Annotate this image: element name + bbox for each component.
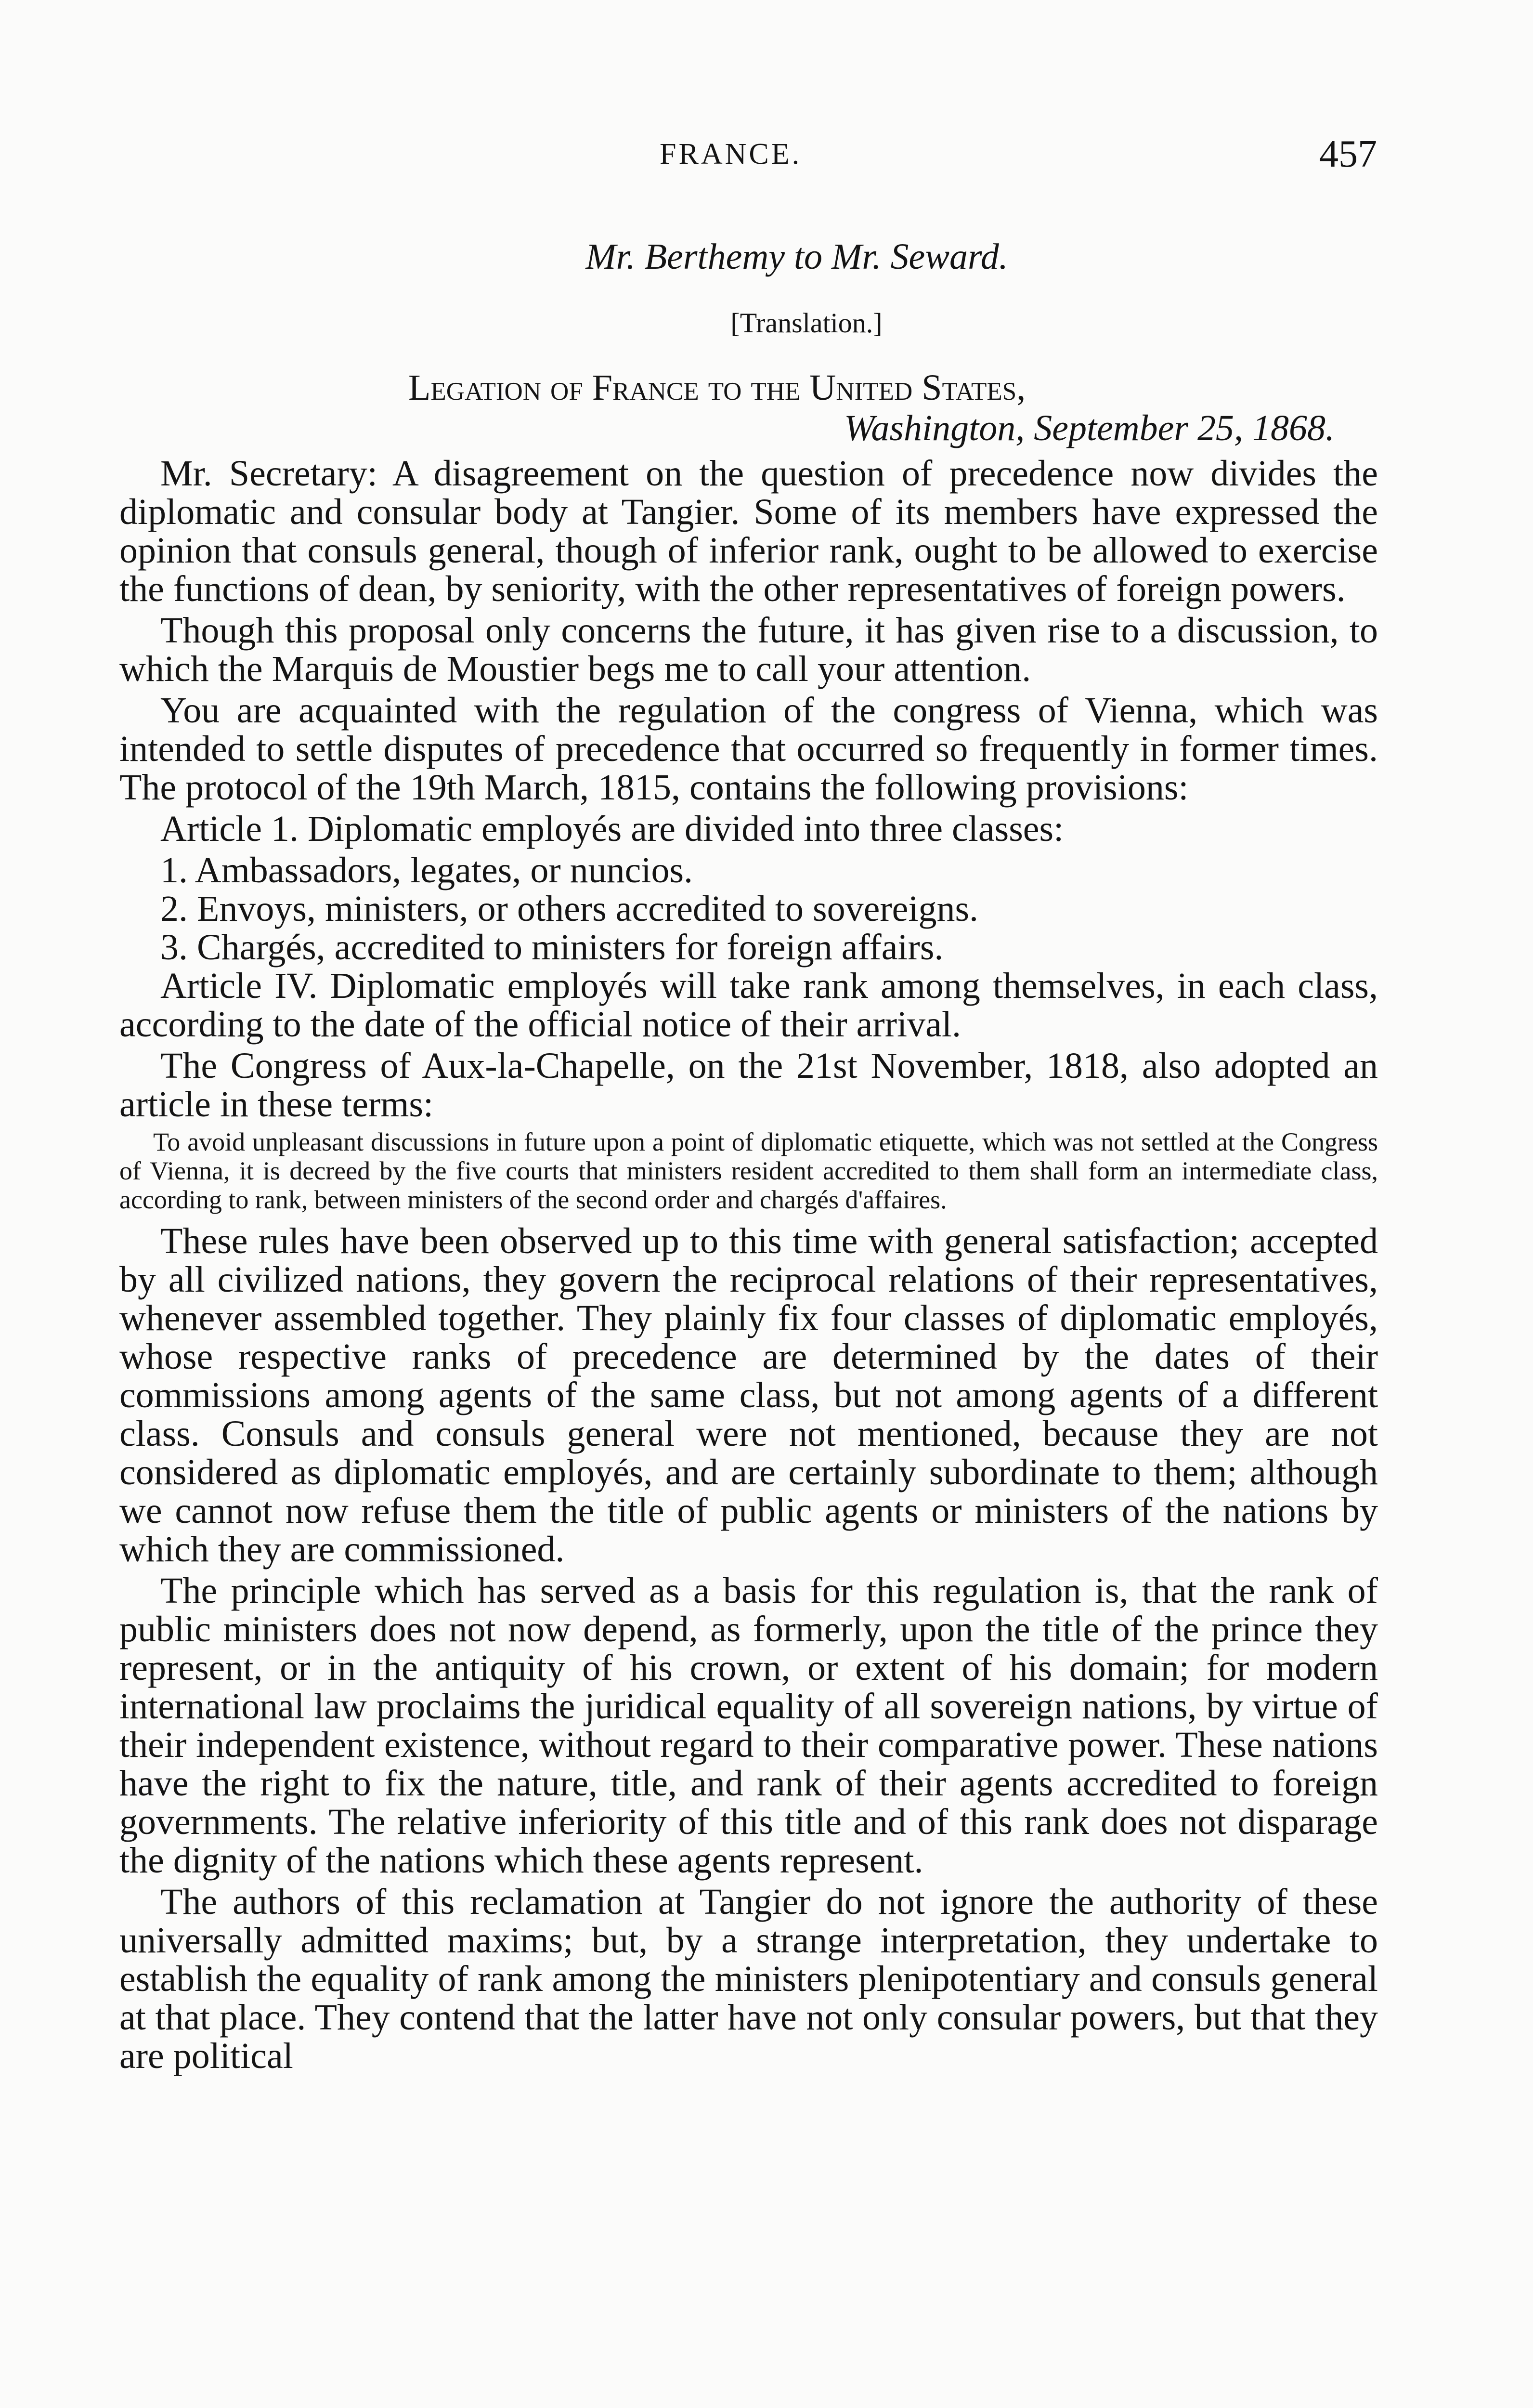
translation-note: [Translation.]	[730, 307, 883, 339]
list-item-3: 3. Chargés, accredited to ministers for foreign affairs.	[160, 927, 944, 968]
document-body	[119, 236, 1378, 2078]
list-item-2: 2. Envoys, ministers, or others accredited to sovereigns.	[160, 889, 979, 929]
page-number: 457	[1319, 133, 1377, 175]
paragraph-5: These rules have been observed up to this time with general satisfaction; accepted by all civilized nations, they govern the reciprocal relations of their representatives, whenever assembled together. They plainly fix four classes of diplomatic employés, whose respective ranks of precedence are determined by the dates of their commissions among agents of the same class, but not among agents of a different class. Consuls and consuls general were not mentioned, because they are not considered as diplomatic employés, and are certainly subordinate to them; although we cannot now refuse them the title of public agents or ministers of the nations by which they are commissioned.	[119, 1221, 1378, 1570]
article-4: Article IV. Diplomatic employés will take rank among themselves, in each class, according to the date of the official notice of their arrival.	[119, 966, 1378, 1045]
running-title: FRANCE.	[660, 138, 802, 170]
running-head	[120, 132, 1377, 176]
paragraph-2: Though this proposal only concerns the future, it has given rise to a discussion, to which the Marquis de Moustier begs me to call your attention.	[119, 610, 1378, 690]
paragraph-7: The authors of this reclamation at Tangier do not ignore the authority of these universally admitted maxims; but, by a strange interpretation, they undertake to establish the equality of rank among the ministers plenipotentiary and consuls general at that place. They contend that the latter have not only consular powers, but that they are political	[119, 1882, 1378, 2077]
paragraph-1: Mr. Secretary: A disagreement on the question of precedence now divides the diplomatic and consular body at Tangier. Some of its members have expressed the opinion that consuls general, though of inferior rank, ought to be allowed to exercise the functions of dean, by seniority, with the other representatives of foreign powers.	[119, 453, 1378, 610]
article-1: Article 1. Diplomatic employés are divided into three classes:	[160, 809, 1064, 850]
quoted-article: To avoid unpleasant discussions in future upon a point of diplomatic etiquette, which was not settled at the Congress of Vienna, it is decreed by the five courts that ministers resident accredited to them shall form an intermediate class, according to rank, between ministers of the second order and chargés d'affaires.	[119, 1127, 1378, 1215]
paragraph-4: The Congress of Aux-la-Chapelle, on the 21st November, 1818, also adopted an article in these terms:	[119, 1046, 1378, 1125]
paragraph-3: You are acquainted with the regulation of the congress of Vienna, which was intended to settle disputes of precedence that occurred so frequently in former times. The protocol of the 19th March, 1815, contains the following provisions:	[119, 690, 1378, 808]
place-date-line: Washington, September 25, 1868.	[844, 407, 1335, 448]
legation-line: Legation of France to the United States,	[408, 367, 1026, 408]
letter-heading: Mr. Berthemy to Mr. Seward.	[585, 236, 1008, 277]
list-item-1: 1. Ambassadors, legates, or nuncios.	[160, 850, 693, 891]
paragraph-6: The principle which has served as a basis for this regulation is, that the rank of public ministers does not now depend, as formerly, upon the title of the prince they represent, or in the antiquity of his crown, or extent of his domain; for modern international law proclaims the juridical equality of all sovereign nations, by virtue of their independent existence, without regard to their comparative power. These nations have the right to fix the nature, title, and rank of their agents accredited to foreign governments. The relative inferiority of this title and of this rank does not disparage the dignity of the nations which these agents represent.	[119, 1570, 1378, 1881]
